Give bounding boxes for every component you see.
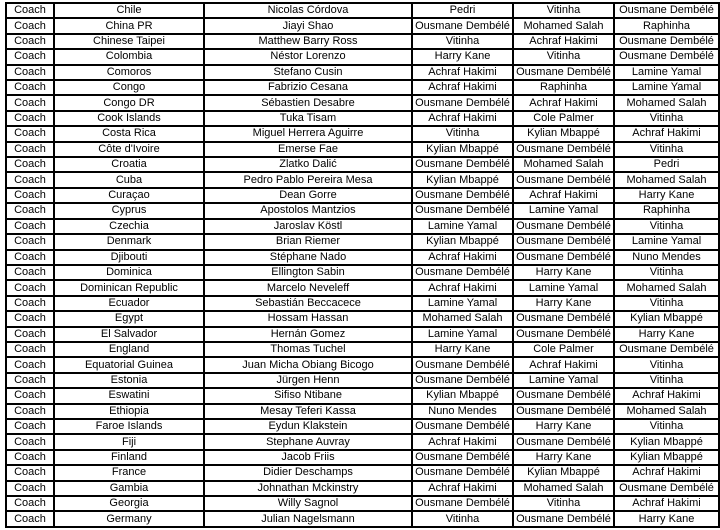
coach-name-cell: Tuka Tisam [204,111,412,126]
country-cell: England [54,342,204,357]
vote-1-cell: Achraf Hakimi [412,481,513,496]
table-row [6,357,719,372]
vote-3-cell: Mohamed Salah [614,280,719,295]
role-cell: Coach [6,404,54,419]
vote-2-cell: Ousmane Dembélé [513,388,614,403]
coach-name-cell: Jürgen Henn [204,373,412,388]
vote-3-cell: Achraf Hakimi [614,465,719,480]
role-cell: Coach [6,3,54,18]
vote-3-cell: Vitinha [614,265,719,280]
table-row [6,49,719,64]
coach-name-cell: Sebastián Beccacece [204,296,412,311]
country-cell: Faroe Islands [54,419,204,434]
country-cell: Germany [54,511,204,527]
vote-3-cell: Vitinha [614,219,719,234]
coach-name-cell: Sébastien Desabre [204,95,412,110]
vote-1-cell: Achraf Hakimi [412,111,513,126]
vote-1-cell: Nuno Mendes [412,404,513,419]
vote-2-cell: Lamine Yamal [513,373,614,388]
vote-2-cell: Cole Palmer [513,342,614,357]
role-cell: Coach [6,18,54,33]
vote-2-cell: Ousmane Dembélé [513,511,614,527]
vote-3-cell: Pedri [614,157,719,172]
coach-name-cell: Nicolas Córdova [204,3,412,18]
role-cell: Coach [6,327,54,342]
role-cell: Coach [6,188,54,203]
vote-1-cell: Ousmane Dembélé [412,157,513,172]
table-row [6,157,719,172]
vote-3-cell: Ousmane Dembélé [614,481,719,496]
table-row [6,172,719,187]
coach-name-cell: Brian Riemer [204,234,412,249]
country-cell: Cyprus [54,203,204,218]
coach-name-cell: Jiayi Shao [204,18,412,33]
coach-name-cell: Apostolos Mantzios [204,203,412,218]
country-cell: Denmark [54,234,204,249]
vote-2-cell: Harry Kane [513,419,614,434]
country-cell: Equatorial Guinea [54,357,204,372]
vote-2-cell: Ousmane Dembélé [513,250,614,265]
coach-name-cell: Miguel Herrera Aguirre [204,126,412,141]
country-cell: China PR [54,18,204,33]
vote-2-cell: Cole Palmer [513,111,614,126]
country-cell: Congo [54,80,204,95]
coach-name-cell: Willy Sagnol [204,496,412,511]
coach-name-cell: Stefano Cusin [204,65,412,80]
country-cell: Congo DR [54,95,204,110]
table-row [6,342,719,357]
coach-name-cell: Matthew Barry Ross [204,34,412,49]
vote-3-cell: Raphinha [614,18,719,33]
role-cell: Coach [6,203,54,218]
vote-1-cell: Harry Kane [412,342,513,357]
vote-3-cell: Ousmane Dembélé [614,342,719,357]
table-row [6,126,719,141]
table-row [6,219,719,234]
role-cell: Coach [6,111,54,126]
vote-2-cell: Lamine Yamal [513,203,614,218]
role-cell: Coach [6,34,54,49]
vote-3-cell: Harry Kane [614,511,719,527]
vote-2-cell: Achraf Hakimi [513,357,614,372]
vote-3-cell: Lamine Yamal [614,234,719,249]
vote-3-cell: Ousmane Dembélé [614,49,719,64]
role-cell: Coach [6,511,54,527]
vote-3-cell: Mohamed Salah [614,404,719,419]
table-row [6,419,719,434]
vote-2-cell: Vitinha [513,496,614,511]
vote-1-cell: Lamine Yamal [412,296,513,311]
vote-2-cell: Ousmane Dembélé [513,434,614,449]
role-cell: Coach [6,157,54,172]
vote-1-cell: Kylian Mbappé [412,142,513,157]
table-row [6,188,719,203]
table-row [6,142,719,157]
country-cell: Chinese Taipei [54,34,204,49]
role-cell: Coach [6,357,54,372]
vote-3-cell: Kylian Mbappé [614,450,719,465]
coach-name-cell: Sifiso Ntibane [204,388,412,403]
vote-3-cell: Vitinha [614,419,719,434]
coach-name-cell: Hernán Gomez [204,327,412,342]
vote-2-cell: Achraf Hakimi [513,34,614,49]
vote-3-cell: Vitinha [614,142,719,157]
vote-2-cell: Ousmane Dembélé [513,234,614,249]
vote-2-cell: Ousmane Dembélé [513,311,614,326]
table-row [6,80,719,95]
vote-1-cell: Kylian Mbappé [412,234,513,249]
country-cell: Finland [54,450,204,465]
vote-2-cell: Kylian Mbappé [513,126,614,141]
vote-3-cell: Achraf Hakimi [614,496,719,511]
vote-1-cell: Lamine Yamal [412,327,513,342]
vote-3-cell: Kylian Mbappé [614,434,719,449]
vote-2-cell: Ousmane Dembélé [513,172,614,187]
vote-1-cell: Achraf Hakimi [412,65,513,80]
vote-3-cell: Achraf Hakimi [614,126,719,141]
coach-name-cell: Marcelo Neveleff [204,280,412,295]
coach-name-cell: Fabrizio Cesana [204,80,412,95]
coach-name-cell: Juan Micha Obiang Bicogo [204,357,412,372]
role-cell: Coach [6,126,54,141]
vote-3-cell: Vitinha [614,296,719,311]
table-row [6,496,719,511]
country-cell: France [54,465,204,480]
table-row [6,65,719,80]
vote-1-cell: Ousmane Dembélé [412,188,513,203]
vote-1-cell: Kylian Mbappé [412,172,513,187]
role-cell: Coach [6,496,54,511]
table-row [6,450,719,465]
coach-name-cell: Johnathan Mckinstry [204,481,412,496]
vote-1-cell: Achraf Hakimi [412,250,513,265]
vote-3-cell: Raphinha [614,203,719,218]
vote-2-cell: Harry Kane [513,296,614,311]
country-cell: Fiji [54,434,204,449]
vote-2-cell: Ousmane Dembélé [513,142,614,157]
coach-name-cell: Néstor Lorenzo [204,49,412,64]
country-cell: Dominican Republic [54,280,204,295]
vote-3-cell: Vitinha [614,111,719,126]
coach-name-cell: Jaroslav Köstl [204,219,412,234]
vote-1-cell: Pedri [412,3,513,18]
country-cell: Georgia [54,496,204,511]
vote-1-cell: Ousmane Dembélé [412,95,513,110]
coach-name-cell: Mesay Teferi Kassa [204,404,412,419]
vote-2-cell: Vitinha [513,3,614,18]
table-row [6,234,719,249]
vote-1-cell: Ousmane Dembélé [412,465,513,480]
role-cell: Coach [6,342,54,357]
role-cell: Coach [6,265,54,280]
role-cell: Coach [6,465,54,480]
country-cell: Ethiopia [54,404,204,419]
role-cell: Coach [6,280,54,295]
table-row [6,296,719,311]
coach-name-cell: Pedro Pablo Pereira Mesa [204,172,412,187]
country-cell: El Salvador [54,327,204,342]
vote-1-cell: Vitinha [412,34,513,49]
vote-1-cell: Kylian Mbappé [412,388,513,403]
role-cell: Coach [6,388,54,403]
coach-name-cell: Julian Nagelsmann [204,511,412,527]
table-row [6,95,719,110]
vote-1-cell: Ousmane Dembélé [412,265,513,280]
coach-name-cell: Thomas Tuchel [204,342,412,357]
role-cell: Coach [6,434,54,449]
vote-1-cell: Achraf Hakimi [412,280,513,295]
vote-3-cell: Kylian Mbappé [614,311,719,326]
vote-3-cell: Mohamed Salah [614,95,719,110]
table-row [6,265,719,280]
role-cell: Coach [6,419,54,434]
table-row [6,373,719,388]
country-cell: Croatia [54,157,204,172]
country-cell: Estonia [54,373,204,388]
table-row [6,111,719,126]
table-row [6,250,719,265]
role-cell: Coach [6,49,54,64]
vote-2-cell: Mohamed Salah [513,18,614,33]
vote-2-cell: Mohamed Salah [513,481,614,496]
vote-2-cell: Lamine Yamal [513,280,614,295]
coach-name-cell: Emerse Fae [204,142,412,157]
role-cell: Coach [6,219,54,234]
country-cell: Eswatini [54,388,204,403]
vote-1-cell: Lamine Yamal [412,219,513,234]
table-row [6,327,719,342]
vote-2-cell: Raphinha [513,80,614,95]
role-cell: Coach [6,172,54,187]
vote-3-cell: Lamine Yamal [614,80,719,95]
vote-3-cell: Harry Kane [614,327,719,342]
vote-2-cell: Ousmane Dembélé [513,219,614,234]
vote-1-cell: Ousmane Dembélé [412,496,513,511]
vote-3-cell: Nuno Mendes [614,250,719,265]
coach-name-cell: Eydun Klakstein [204,419,412,434]
vote-1-cell: Achraf Hakimi [412,434,513,449]
country-cell: Côte d'Ivoire [54,142,204,157]
vote-2-cell: Kylian Mbappé [513,465,614,480]
vote-2-cell: Achraf Hakimi [513,188,614,203]
role-cell: Coach [6,234,54,249]
table-row [6,511,719,527]
vote-1-cell: Vitinha [412,511,513,527]
table-row [6,465,719,480]
vote-3-cell: Vitinha [614,357,719,372]
vote-2-cell: Ousmane Dembélé [513,65,614,80]
country-cell: Ecuador [54,296,204,311]
role-cell: Coach [6,311,54,326]
table-row [6,311,719,326]
country-cell: Czechia [54,219,204,234]
country-cell: Costa Rica [54,126,204,141]
vote-1-cell: Ousmane Dembélé [412,419,513,434]
vote-1-cell: Vitinha [412,126,513,141]
role-cell: Coach [6,250,54,265]
coach-name-cell: Didier Deschamps [204,465,412,480]
vote-3-cell: Ousmane Dembélé [614,3,719,18]
vote-3-cell: Achraf Hakimi [614,388,719,403]
table-row [6,18,719,33]
vote-2-cell: Achraf Hakimi [513,95,614,110]
vote-3-cell: Lamine Yamal [614,65,719,80]
coach-name-cell: Jacob Friis [204,450,412,465]
role-cell: Coach [6,481,54,496]
vote-1-cell: Ousmane Dembélé [412,373,513,388]
table-row [6,388,719,403]
coach-votes-table [5,2,720,528]
vote-3-cell: Harry Kane [614,188,719,203]
coach-name-cell: Dean Gorre [204,188,412,203]
country-cell: Curaçao [54,188,204,203]
role-cell: Coach [6,373,54,388]
role-cell: Coach [6,450,54,465]
role-cell: Coach [6,80,54,95]
role-cell: Coach [6,296,54,311]
vote-2-cell: Harry Kane [513,265,614,280]
table-row [6,280,719,295]
vote-2-cell: Vitinha [513,49,614,64]
country-cell: Comoros [54,65,204,80]
coach-name-cell: Stéphane Nado [204,250,412,265]
table-row [6,203,719,218]
country-cell: Gambia [54,481,204,496]
vote-1-cell: Ousmane Dembélé [412,450,513,465]
country-cell: Chile [54,3,204,18]
coach-name-cell: Ellington Sabin [204,265,412,280]
table-row [6,434,719,449]
country-cell: Cook Islands [54,111,204,126]
country-cell: Colombia [54,49,204,64]
vote-1-cell: Ousmane Dembélé [412,18,513,33]
table-row [6,3,719,18]
vote-1-cell: Achraf Hakimi [412,80,513,95]
vote-2-cell: Mohamed Salah [513,157,614,172]
vote-1-cell: Mohamed Salah [412,311,513,326]
country-cell: Djibouti [54,250,204,265]
table-row [6,481,719,496]
vote-1-cell: Ousmane Dembélé [412,357,513,372]
coach-name-cell: Zlatko Dalić [204,157,412,172]
vote-1-cell: Ousmane Dembélé [412,203,513,218]
table-row [6,34,719,49]
vote-1-cell: Harry Kane [412,49,513,64]
country-cell: Dominica [54,265,204,280]
vote-2-cell: Ousmane Dembélé [513,404,614,419]
vote-3-cell: Vitinha [614,373,719,388]
vote-3-cell: Mohamed Salah [614,172,719,187]
role-cell: Coach [6,95,54,110]
coach-name-cell: Hossam Hassan [204,311,412,326]
table-row [6,404,719,419]
vote-3-cell: Ousmane Dembélé [614,34,719,49]
vote-2-cell: Ousmane Dembélé [513,327,614,342]
coach-votes-table-body [6,3,719,527]
coach-name-cell: Stephane Auvray [204,434,412,449]
role-cell: Coach [6,142,54,157]
role-cell: Coach [6,65,54,80]
vote-2-cell: Harry Kane [513,450,614,465]
country-cell: Cuba [54,172,204,187]
country-cell: Egypt [54,311,204,326]
